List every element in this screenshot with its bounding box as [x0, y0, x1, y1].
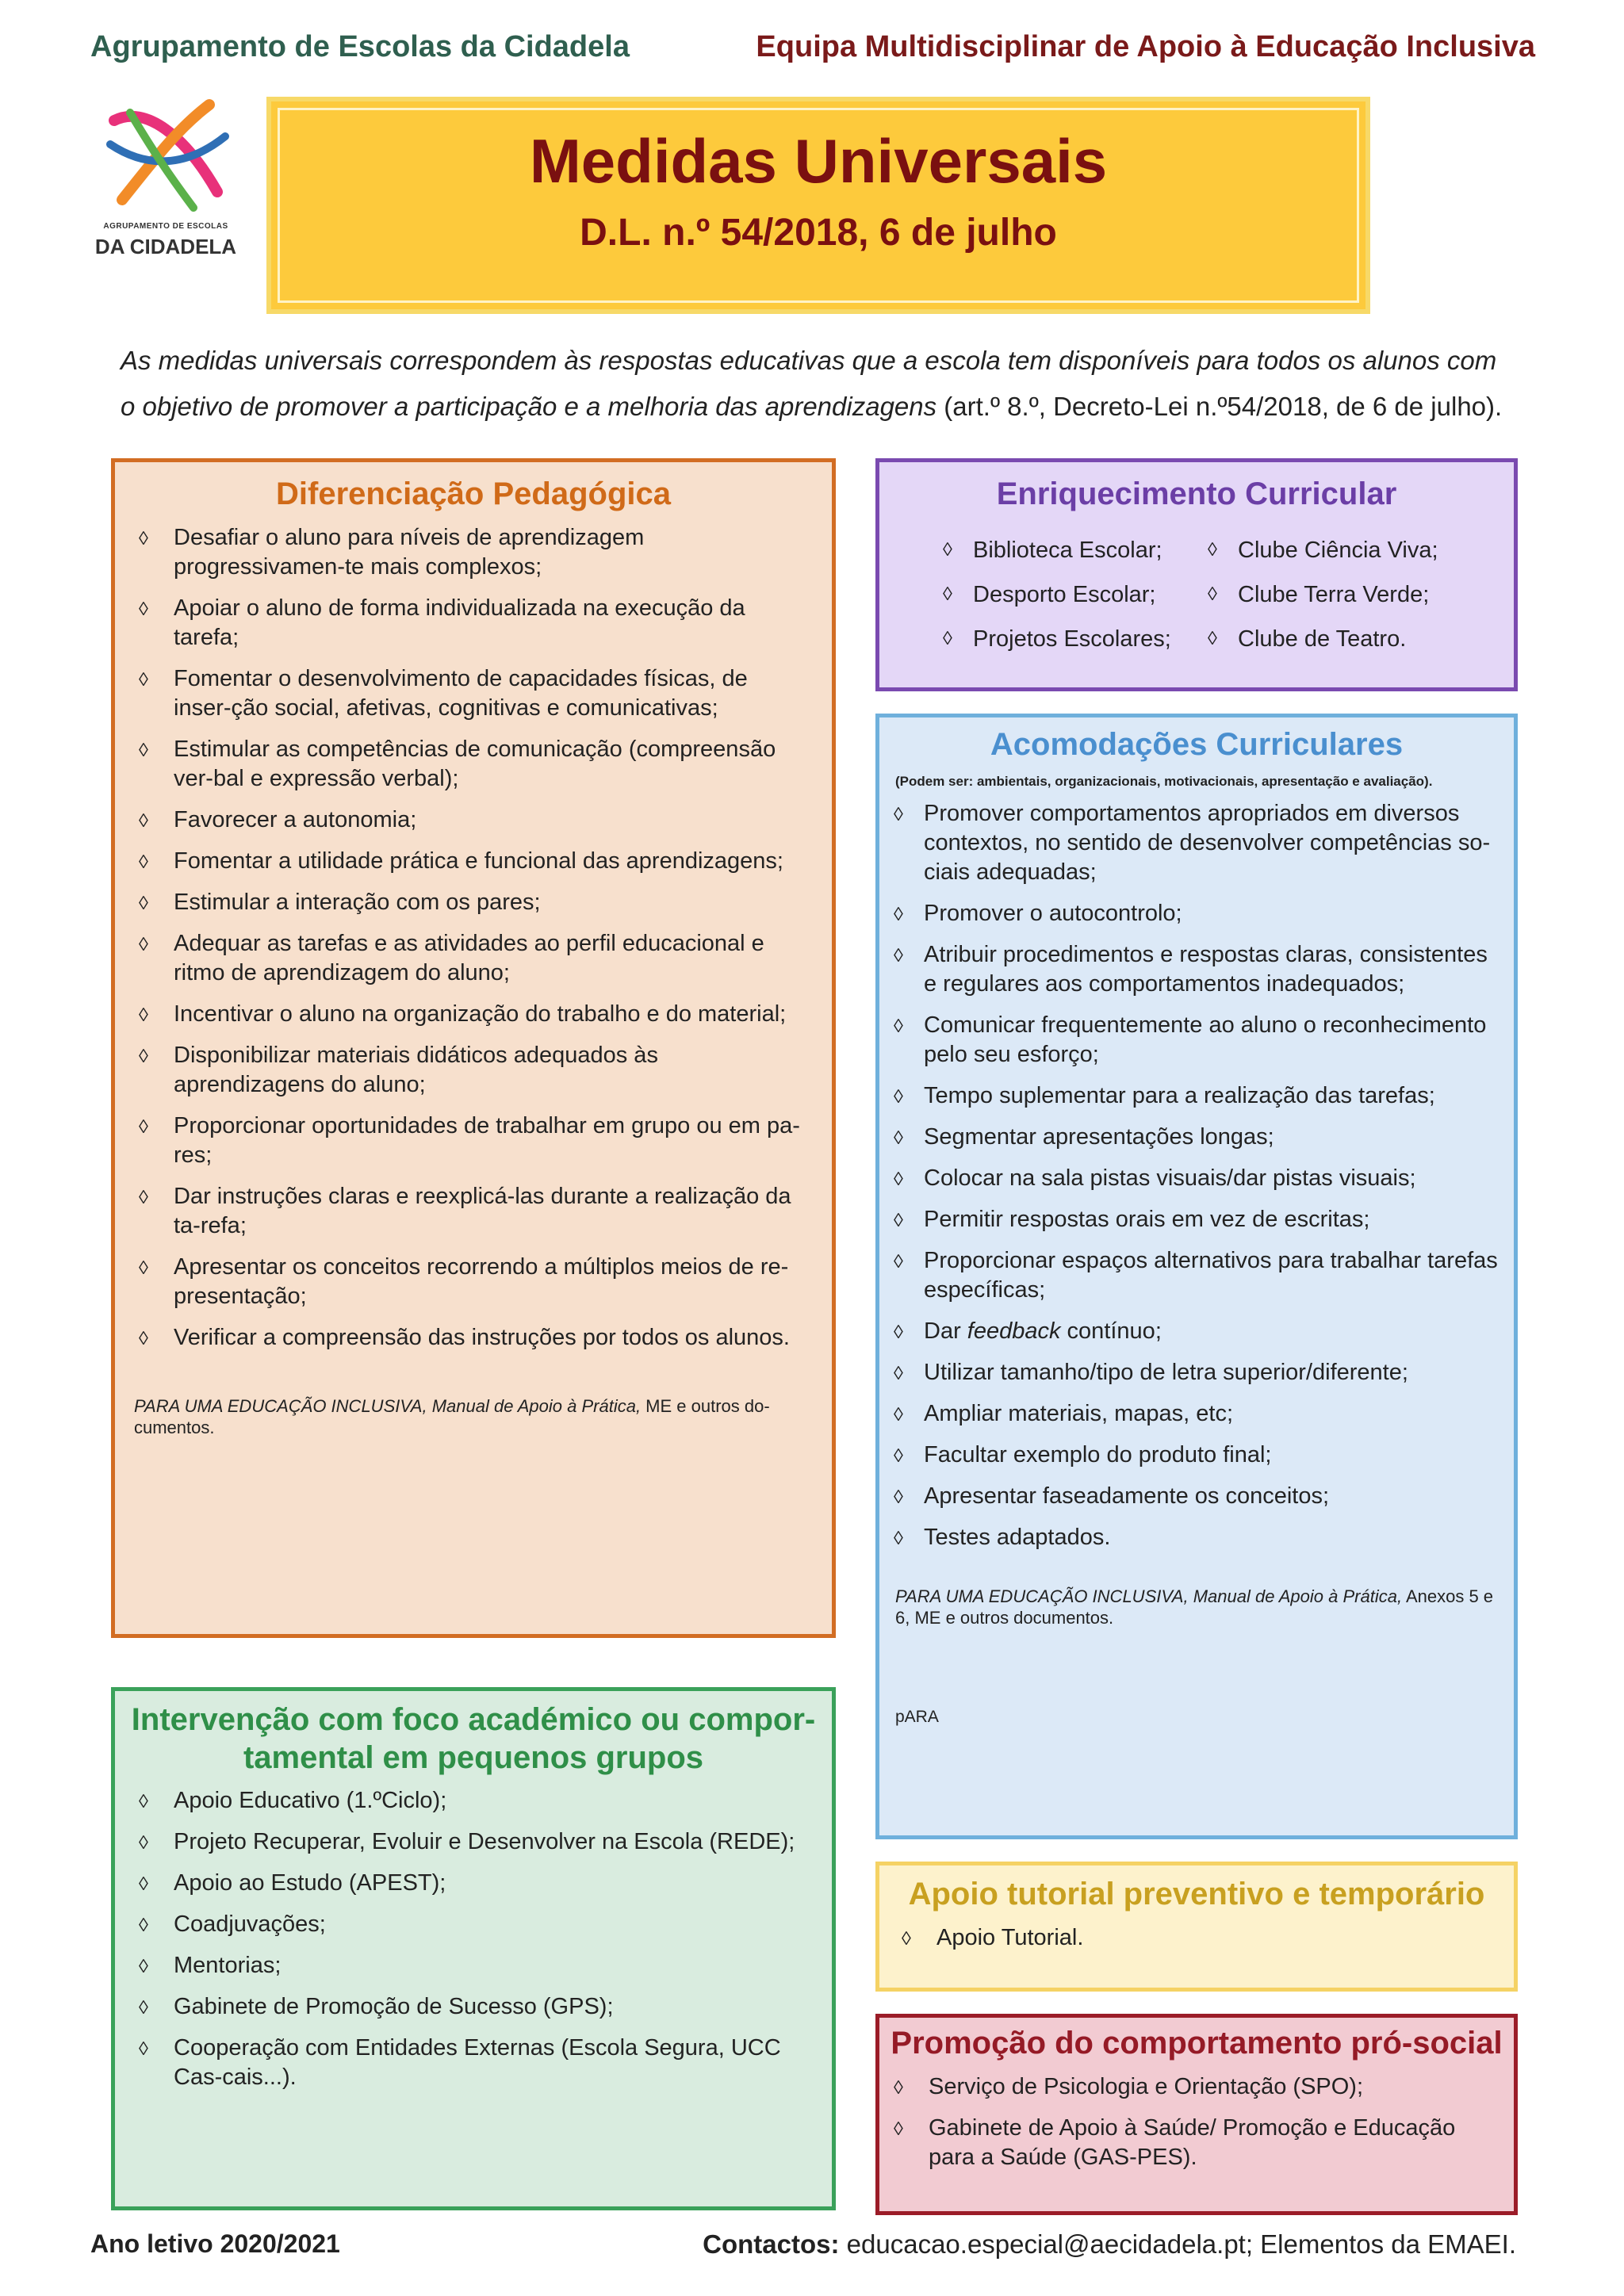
diamond-bullet-icon: ◊	[139, 599, 148, 620]
box-diferenciacao-pedagogica	[111, 458, 836, 1638]
diferenciacao-item	[129, 806, 811, 835]
acomodacoes-item	[884, 1358, 1501, 1387]
diferenciacao-item-text: Favorecer a autonomia;	[174, 807, 417, 832]
box-title: Intervenção com foco académico ou compor-tamental em pequenos grupos	[131, 1702, 816, 1775]
diamond-bullet-icon: ◊	[139, 2038, 148, 2060]
diamond-bullet-icon: ◊	[894, 904, 903, 925]
box-enriquecimento-curricular	[875, 458, 1518, 691]
diamond-bullet-icon: ◊	[139, 669, 148, 691]
diamond-bullet-icon: ◊	[139, 1046, 148, 1067]
box-intervencao-pequenos-grupos	[111, 1687, 836, 2210]
acomodacoes-item-text: Comunicar frequentemente ao aluno o reconhecimento pelo seu esforço;	[924, 1012, 1487, 1067]
intervencao-item	[129, 2034, 813, 2092]
box-subtitle: (Podem ser: ambientais, organizacionais, motivacionais, apresentação e avaliação).	[895, 774, 1433, 789]
acomodacoes-item-text: Atribuir procedimentos e respostas claras, consistentes e regulares aos comportamentos inadequados;	[924, 942, 1488, 997]
acomodacoes-item	[884, 1081, 1501, 1111]
acomodacoes-item	[884, 1482, 1501, 1511]
acomodacoes-item-text: Testes adaptados.	[924, 1525, 1111, 1550]
diamond-bullet-icon: ◊	[894, 1086, 903, 1108]
diamond-bullet-icon: ◊	[902, 1928, 911, 1950]
school-logo	[82, 89, 249, 258]
acomodacoes-item-text: Segmentar apresentações longas;	[924, 1124, 1274, 1150]
diamond-bullet-icon: ◊	[894, 1169, 903, 1190]
intervencao-item-text: Projeto Recuperar, Evoluir e Desenvolver na Escola (REDE);	[174, 1829, 795, 1854]
diferenciacao-item-text: Fomentar o desenvolvimento de capacidades físicas, de inser-ção social, afetivas, cognitivas e comunicativas;	[174, 666, 748, 721]
diamond-bullet-icon: ◊	[139, 1873, 148, 1895]
diferenciacao-item	[129, 888, 811, 917]
enriquecimento-item-text: Clube Ciência Viva;	[1238, 538, 1438, 563]
intervencao-item	[129, 1827, 813, 1857]
diferenciacao-item-text: Verificar a compreensão das instruções por todos os alunos.	[174, 1325, 790, 1350]
tutorial-list	[892, 1923, 1501, 1953]
acomodacoes-item-text: Facultar exemplo do produto final;	[924, 1442, 1272, 1468]
diferenciacao-item-text: Dar instruções claras e reexplicá-las durante a realização da ta-refa;	[174, 1184, 791, 1238]
acomodacoes-item	[884, 940, 1501, 999]
diamond-bullet-icon: ◊	[1208, 628, 1217, 649]
acomodacoes-item-text: Dar feedback contínuo;	[924, 1318, 1162, 1344]
diamond-bullet-icon: ◊	[139, 1004, 148, 1026]
acomodacoes-item-text: Ampliar materiais, mapas, etc;	[924, 1401, 1234, 1426]
acomodacoes-item	[884, 1523, 1501, 1552]
acomodacoes-item	[884, 1399, 1501, 1429]
enriquecimento-item	[1208, 578, 1446, 611]
diamond-bullet-icon: ◊	[943, 584, 952, 605]
diamond-bullet-icon: ◊	[139, 1832, 148, 1854]
diamond-bullet-icon: ◊	[139, 1791, 148, 1812]
diferenciacao-item	[129, 1041, 811, 1100]
diamond-bullet-icon: ◊	[139, 1997, 148, 2019]
logo-emblem-icon	[98, 89, 233, 216]
diferenciacao-item-text: Estimular a interação com os pares;	[174, 890, 541, 915]
diamond-bullet-icon: ◊	[139, 1956, 148, 1977]
prosocial-item	[884, 2114, 1501, 2172]
diamond-bullet-icon: ◊	[943, 628, 952, 649]
intervencao-item	[129, 1951, 813, 1980]
diamond-bullet-icon: ◊	[894, 804, 903, 825]
diferenciacao-item	[129, 1253, 811, 1311]
diferenciacao-item	[129, 735, 811, 794]
diferenciacao-item-text: Apresentar os conceitos recorrendo a múltiplos meios de re-presentação;	[174, 1254, 789, 1309]
box-title: Diferenciação Pedagógica	[276, 476, 671, 511]
diamond-bullet-icon: ◊	[139, 528, 148, 549]
prosocial-item-text: Gabinete de Apoio à Saúde/ Promoção e Educação para a Saúde (GAS-PES).	[929, 2115, 1456, 2170]
school-year: Ano letivo 2020/2021	[90, 2229, 340, 2258]
diamond-bullet-icon: ◊	[139, 1328, 148, 1349]
diferenciacao-item	[129, 929, 811, 988]
diferenciacao-item	[129, 1000, 811, 1029]
enriquecimento-item	[943, 578, 1208, 611]
acomodacoes-item-text: Promover comportamentos apropriados em diversos contextos, no sentido de desenvolver competências so-ciais adequadas;	[924, 801, 1491, 885]
box-promocao-pro-social	[875, 2014, 1518, 2215]
diferenciacao-item-text: Adequar as tarefas e as atividades ao perfil educacional e ritmo de aprendizagem do aluno;	[174, 931, 764, 985]
intervencao-item	[129, 1992, 813, 2022]
enriquecimento-item	[943, 534, 1208, 567]
prosocial-item	[884, 2072, 1501, 2102]
diferenciacao-item-text: Desafiar o aluno para níveis de aprendizagem progressivamen-te mais complexos;	[174, 525, 645, 580]
diferenciacao-item	[129, 664, 811, 723]
contacts	[703, 2229, 1516, 2260]
acomodacoes-item	[884, 899, 1501, 928]
acomodacoes-item	[884, 799, 1501, 887]
diamond-bullet-icon: ◊	[139, 851, 148, 873]
box-title: Acomodações Curriculares	[990, 727, 1404, 762]
acomodacoes-item-text: Utilizar tamanho/tipo de letra superior/diferente;	[924, 1360, 1408, 1385]
diferenciacao-item-text: Apoiar o aluno de forma individualizada na execução da tarefa;	[174, 595, 745, 650]
intervencao-item-text: Apoio ao Estudo (APEST);	[174, 1870, 446, 1896]
intro-italic: As medidas universais correspondem às respostas educativas que a escola tem disponíveis para todos os alunos com o objetivo de promover a participação e a melhoria das aprendizagens	[121, 346, 1497, 421]
enriquecimento-item-text: Desporto Escolar;	[973, 582, 1156, 607]
acomodacoes-list	[884, 799, 1501, 1552]
diferenciacao-item	[129, 847, 811, 876]
enriquecimento-item	[1208, 534, 1446, 567]
acomodacoes-item	[884, 1205, 1501, 1234]
contacts-value[interactable]: educacao.especial@aecidadela.pt; Elementos da EMAEI.	[839, 2229, 1516, 2259]
acomodacoes-item	[884, 1317, 1501, 1346]
intervencao-item	[129, 1910, 813, 1939]
page-title: Medidas Universais	[529, 126, 1108, 196]
diamond-bullet-icon: ◊	[139, 934, 148, 955]
box-apoio-tutorial	[875, 1862, 1518, 1992]
tutorial-item-text: Apoio Tutorial.	[936, 1925, 1084, 1950]
diamond-bullet-icon: ◊	[894, 1404, 903, 1425]
diamond-bullet-icon: ◊	[894, 1363, 903, 1384]
acomodacoes-item-text: Tempo suplementar para a realização das tarefas;	[924, 1083, 1435, 1108]
diferenciacao-item-text: Disponibilizar materiais didáticos adequados às aprendizagens do aluno;	[174, 1043, 658, 1097]
logo-text-main: DA CIDADELA	[94, 235, 237, 258]
intervencao-item-text: Gabinete de Promoção de Sucesso (GPS);	[174, 1994, 614, 2019]
diamond-bullet-icon: ◊	[139, 1116, 148, 1138]
enriquecimento-list	[943, 534, 1498, 656]
acomodacoes-item-text: Colocar na sala pistas visuais/dar pistas visuais;	[924, 1165, 1416, 1191]
intro-text	[121, 338, 1516, 430]
diamond-bullet-icon: ◊	[894, 1487, 903, 1508]
diferenciacao-item	[129, 1182, 811, 1241]
stray-text: pARA	[895, 1708, 939, 1726]
diamond-bullet-icon: ◊	[894, 1210, 903, 1231]
box-title: Enriquecimento Curricular	[996, 476, 1397, 511]
box-acomodacoes-curriculares	[875, 714, 1518, 1839]
logo-text-top: AGRUPAMENTO DE ESCOLAS	[103, 222, 228, 231]
diferenciacao-item	[129, 594, 811, 652]
page-subtitle: D.L. n.º 54/2018, 6 de julho	[580, 212, 1057, 254]
diamond-bullet-icon: ◊	[894, 2077, 903, 2099]
enriquecimento-item-text: Clube Terra Verde;	[1238, 582, 1430, 607]
reference-note: PARA UMA EDUCAÇÃO INCLUSIVA, Manual de Apoio à Prática, ME e outros do-cumentos.	[134, 1396, 770, 1437]
diferenciacao-item-text: Fomentar a utilidade prática e funcional das aprendizagens;	[174, 848, 783, 874]
diamond-bullet-icon: ◊	[894, 945, 903, 966]
diamond-bullet-icon: ◊	[943, 539, 952, 561]
diferenciacao-item-text: Proporcionar oportunidades de trabalhar em grupo ou em pa-res;	[174, 1113, 800, 1168]
diferenciacao-item	[129, 1323, 811, 1353]
intervencao-item	[129, 1869, 813, 1898]
diferenciacao-list	[129, 523, 811, 1353]
acomodacoes-item	[884, 1123, 1501, 1152]
diamond-bullet-icon: ◊	[1208, 584, 1217, 605]
enriquecimento-item-text: Biblioteca Escolar;	[973, 538, 1162, 563]
acomodacoes-item-text: Proporcionar espaços alternativos para trabalhar tarefas específicas;	[924, 1248, 1498, 1303]
prosocial-item-text: Serviço de Psicologia e Orientação (SPO);	[929, 2074, 1364, 2099]
acomodacoes-item	[884, 1164, 1501, 1193]
enriquecimento-item-text: Projetos Escolares;	[973, 626, 1171, 652]
enriquecimento-item	[943, 622, 1208, 656]
title-banner	[266, 97, 1370, 314]
acomodacoes-item	[884, 1246, 1501, 1305]
intervencao-list	[129, 1786, 813, 2092]
acomodacoes-item	[884, 1011, 1501, 1070]
diferenciacao-item	[129, 523, 811, 582]
diamond-bullet-icon: ◊	[139, 1915, 148, 1936]
intervencao-item-text: Coadjuvações;	[174, 1911, 326, 1937]
contacts-label: Contactos:	[703, 2229, 840, 2259]
diamond-bullet-icon: ◊	[139, 740, 148, 761]
reference-note: PARA UMA EDUCAÇÃO INCLUSIVA, Manual de Apoio à Prática, Anexos 5 e 6, ME e outros documentos.	[895, 1586, 1494, 1628]
diamond-bullet-icon: ◊	[894, 1251, 903, 1272]
team-name: Equipa Multidisciplinar de Apoio à Educação Inclusiva	[756, 30, 1535, 63]
diamond-bullet-icon: ◊	[139, 1257, 148, 1279]
diamond-bullet-icon: ◊	[139, 893, 148, 914]
diamond-bullet-icon: ◊	[894, 1016, 903, 1037]
diamond-bullet-icon: ◊	[1208, 539, 1217, 561]
diamond-bullet-icon: ◊	[894, 1322, 903, 1343]
diferenciacao-item	[129, 1112, 811, 1170]
intervencao-item-text: Apoio Educativo (1.ºCiclo);	[174, 1788, 447, 1813]
acomodacoes-item-text: Permitir respostas orais em vez de escritas;	[924, 1207, 1370, 1232]
enriquecimento-item	[1208, 622, 1446, 656]
box-title: Promoção do comportamento pró-social	[891, 2026, 1503, 2061]
tutorial-item	[892, 1923, 1501, 1953]
diamond-bullet-icon: ◊	[139, 810, 148, 832]
diamond-bullet-icon: ◊	[894, 1127, 903, 1149]
enriquecimento-item-text: Clube de Teatro.	[1238, 626, 1407, 652]
intervencao-item-text: Mentorias;	[174, 1953, 282, 1978]
diferenciacao-item-text: Estimular as competências de comunicação (compreensão ver-bal e expressão verbal);	[174, 737, 776, 791]
intro-reference: (art.º 8.º, Decreto-Lei n.º54/2018, de 6 de julho).	[936, 392, 1503, 421]
acomodacoes-item-text: Promover o autocontrolo;	[924, 901, 1182, 926]
diamond-bullet-icon: ◊	[894, 1528, 903, 1549]
diamond-bullet-icon: ◊	[139, 1187, 148, 1208]
acomodacoes-item-text: Apresentar faseadamente os conceitos;	[924, 1483, 1330, 1509]
prosocial-list	[884, 2072, 1501, 2172]
acomodacoes-item	[884, 1441, 1501, 1470]
diamond-bullet-icon: ◊	[894, 1445, 903, 1467]
school-name: Agrupamento de Escolas da Cidadela	[90, 30, 630, 63]
intervencao-item	[129, 1786, 813, 1816]
box-title: Apoio tutorial preventivo e temporário	[908, 1877, 1485, 1911]
diferenciacao-item-text: Incentivar o aluno na organização do trabalho e do material;	[174, 1001, 787, 1027]
intervencao-item-text: Cooperação com Entidades Externas (Escola Segura, UCC Cas-cais...).	[174, 2035, 781, 2090]
diamond-bullet-icon: ◊	[894, 2118, 903, 2140]
